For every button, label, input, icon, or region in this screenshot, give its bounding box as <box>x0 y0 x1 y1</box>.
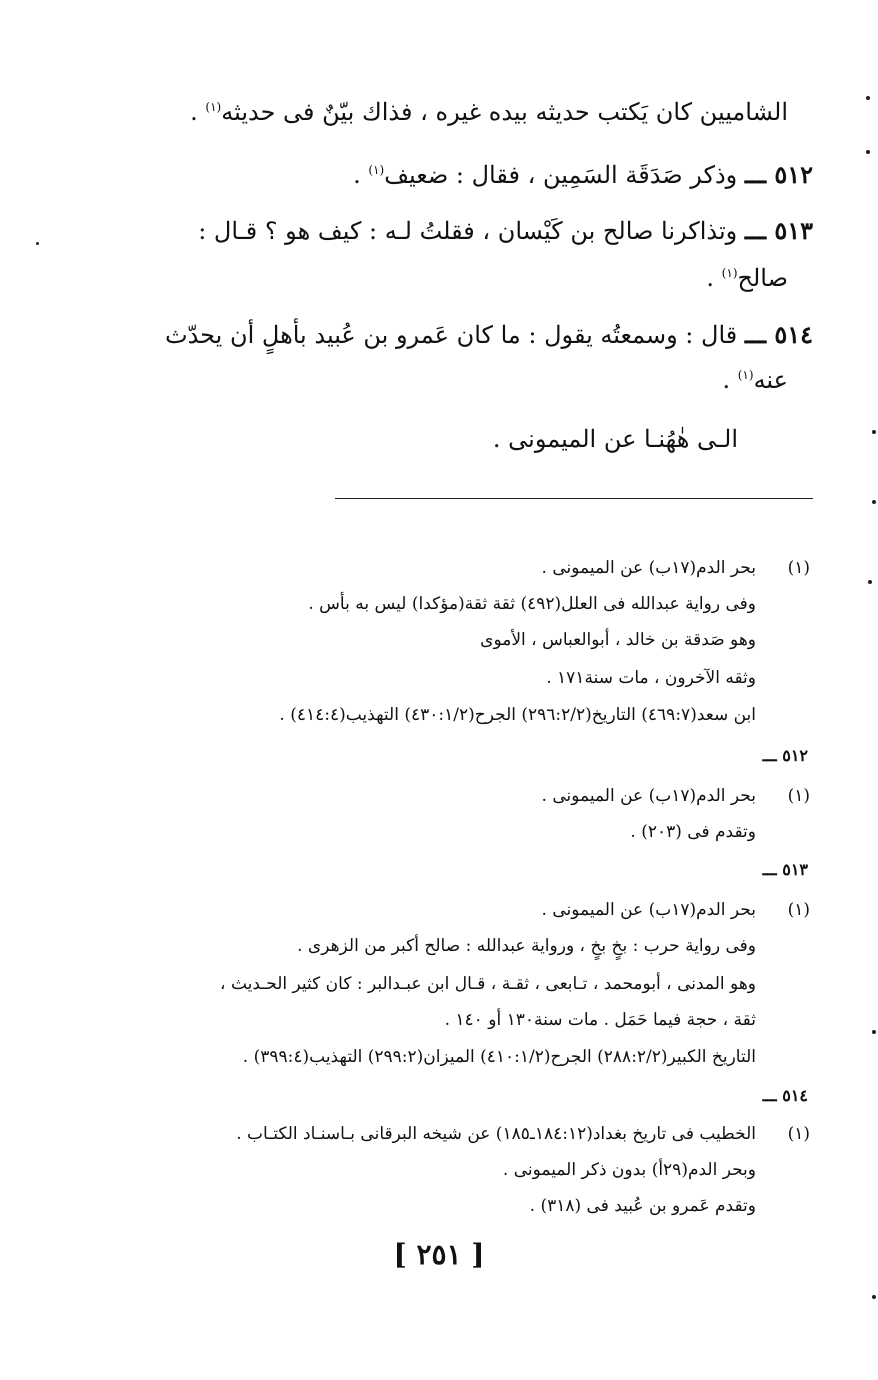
paragraph-text: وذكر صَدَقَة السَمِين ، فقال : ضعيف <box>384 161 745 189</box>
footnote-line: وهو المدنى ، أبومحمد ، تـابعى ، ثقـة ، قـال ابن عبـدالبر : كان كثير الحـديث ، <box>220 974 756 994</box>
footnote-line: بحر الدم(١٧ب) عن الميمونى . <box>541 558 756 578</box>
footnote-number: (١) <box>787 1124 810 1144</box>
paragraph-513-line2 <box>706 264 788 292</box>
footnote-line: وتقدم فى (٢٠٣) . <box>630 822 756 842</box>
period: . <box>190 98 206 126</box>
footnote-line: التاريخ الكبير(٢٨٨:٢/٢) الجرح(٤١٠:١/٢) الميزان(٢٩٩:٢) التهذيب(٣٩٩:٤) . <box>242 1047 756 1067</box>
footnote-separator <box>335 498 813 499</box>
footnote-section-514: ٥١٤ ـــ <box>762 1086 808 1105</box>
footnote-number: (١) <box>787 900 810 920</box>
period: . <box>353 161 369 189</box>
period: . <box>706 264 722 292</box>
footnote-number: (١) <box>787 558 810 578</box>
scan-speck <box>36 242 39 245</box>
footnote-line: ثقة ، حجة فيما حَمَل . مات سنة١٣٠ أو ١٤٠ . <box>444 1010 756 1030</box>
scan-speck <box>868 580 872 584</box>
paragraph-514-line2 <box>722 366 788 394</box>
paragraph-514 <box>165 320 813 349</box>
footnote-line: بحر الدم(١٧ب) عن الميمونى . <box>541 900 756 920</box>
paragraph-512 <box>353 160 813 189</box>
footnote-line: وهو صَدقة بن خالد ، أبوالعباس ، الأموى <box>480 630 756 650</box>
scan-speck <box>872 500 876 504</box>
paragraph-number: ٥١٢ ـــ <box>744 160 813 189</box>
footnote-line: وبحر الدم(٢٩أ) بدون ذكر الميمونى . <box>502 1160 756 1180</box>
scan-speck <box>872 430 876 434</box>
footnote-section-513: ٥١٣ ـــ <box>762 860 808 879</box>
scan-speck <box>872 1295 876 1299</box>
paragraph-513 <box>198 216 813 245</box>
paragraph-number: ٥١٣ ـــ <box>744 216 813 245</box>
period: . <box>722 366 738 394</box>
main-line-continuation <box>190 98 788 126</box>
footnote-marker: (١) <box>721 266 738 280</box>
main-line-text: الشاميين كان يَكتب حديثه بيده غيره ، فذاك بيّنٌ فى حديثه <box>221 98 788 126</box>
footnote-number: (١) <box>787 786 810 806</box>
footnote-line: ابن سعد(٤٦٩:٧) التاريخ(٢٩٦:٢/٢) الجرح(٤٣٠:١/٢) التهذيب(٤١٤:٤) . <box>279 705 756 725</box>
footnote-line: وفى رواية حرب : بخٍ بخٍ ، ورواية عبدالله : صالح أكبر من الزهرى . <box>297 936 756 956</box>
footnote-section-512: ٥١٢ ـــ <box>762 746 808 765</box>
paragraph-text: عنه <box>753 366 788 394</box>
paragraph-number: ٥١٤ ـــ <box>744 320 813 349</box>
scan-speck <box>866 96 870 100</box>
footnote-line: وفى رواية عبدالله فى العلل(٤٩٢) ثقة ثقة(مؤكدا) ليس به بأس . <box>308 594 756 614</box>
scan-speck <box>872 1030 876 1034</box>
paragraph-text: صالح <box>737 264 788 292</box>
footnote-marker: (١) <box>205 100 222 114</box>
footnote-marker: (١) <box>737 368 754 382</box>
paragraph-text: قال : وسمعتُه يقول : ما كان عَمرو بن عُبيد بأهلٍ أن يحدّث <box>164 321 745 349</box>
footnote-line: وثقه الآخرون ، مات سنة١٧١ . <box>546 668 756 688</box>
footnote-line: بحر الدم(١٧ب) عن الميمونى . <box>541 786 756 806</box>
page-number: [ ٢٥١ ] <box>393 1238 485 1271</box>
scan-speck <box>866 150 870 154</box>
footnote-marker: (١) <box>368 163 385 177</box>
footnote-line: الخطيب فى تاريخ بغداد(١٨٤:١٢ـ١٨٥) عن شيخه البرقانى بـاسنـاد الكتـاب . <box>236 1124 756 1144</box>
paragraph-text: وتذاكرنا صالح بن كَيْسان ، فقلتُ لـه : كيف هو ؟ قـال : <box>198 217 745 245</box>
footnote-line: وتقدم عَمرو بن عُبيد فى (٣١٨) . <box>529 1196 756 1216</box>
closing-line: الـى هٰهُنـا عن الميمونى . <box>492 425 738 453</box>
